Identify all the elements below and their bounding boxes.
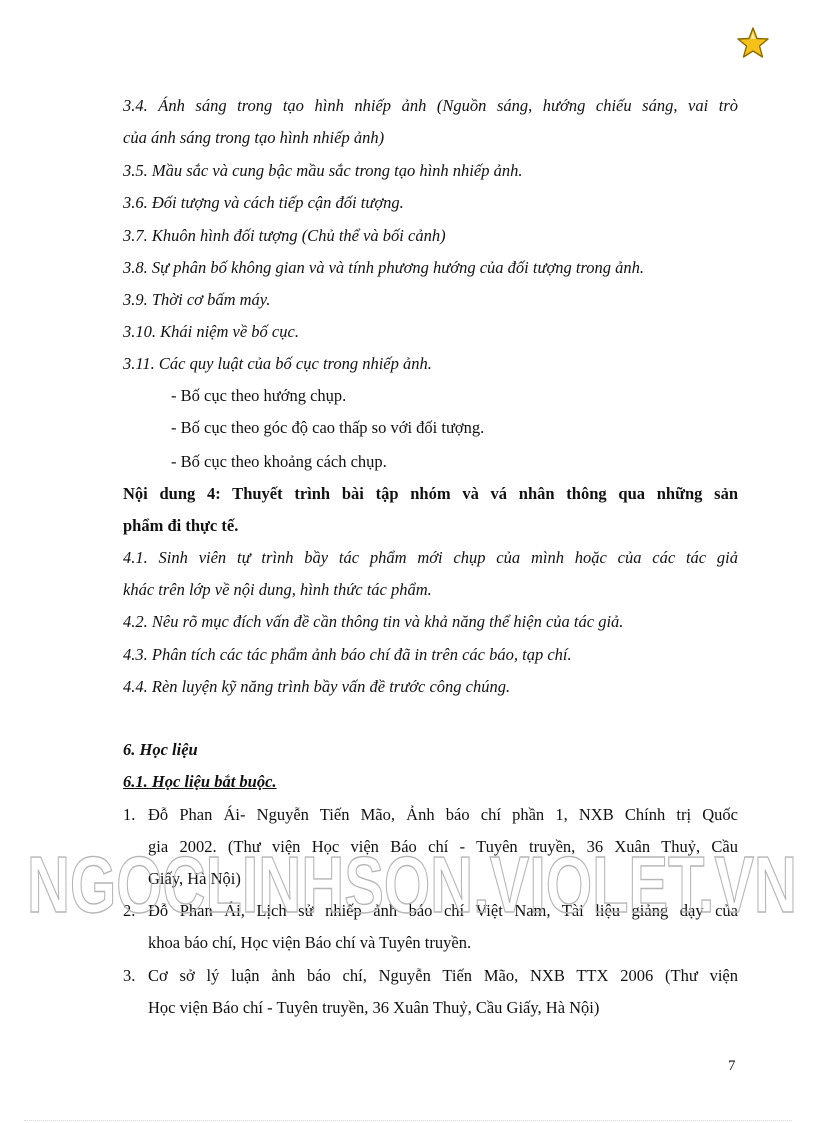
watermark-text: NGOCLINHSON.VIOLET.VN [27,840,797,922]
item-3-4-line-2: của ánh sáng trong tạo hình nhiếp ảnh) [123,128,385,147]
item-3-10: 3.10. Khái niệm về bố cục. [123,322,299,341]
page-number: 7 [728,1058,736,1074]
bullet-goc-do: - Bố cục theo góc độ cao thấp so với đối tượng. [171,418,485,437]
reference-3-line-2: Học viện Báo chí - Tuyên truyền, 36 Xuân Thuỷ, Cầu Giấy, Hà Nội) [148,998,600,1017]
reference-number: 2. [123,901,136,920]
item-3-6: 3.6. Đối tượng và cách tiếp cận đối tượng. [123,193,404,212]
page-bottom-rule [24,1120,792,1121]
item-4-4: 4.4. Rèn luyện kỹ năng trình bầy vấn đề trước công chúng. [123,677,511,696]
reference-1-line-3: Giấy, Hà Nội) [148,869,241,888]
bullet-huong-chup: - Bố cục theo hướng chụp. [171,386,347,405]
section-6-1-subtitle: 6.1. Học liệu bắt buộc. [123,772,277,791]
item-3-9: 3.9. Thời cơ bấm máy. [123,290,271,309]
section-4-heading: Nội dung 4: Thuyết trình bài tập nhóm và vá nhân thông qua những sản [123,484,738,503]
reference-3-line-1: Cơ sở lý luận ảnh báo chí, Nguyễn Tiến Mão, NXB TTX 2006 (Thư viện [148,966,738,985]
section-6-title: 6. Học liệu [123,740,198,759]
watermark [22,832,802,922]
star-icon [736,26,770,60]
item-3-5: 3.5. Mầu sắc và cung bậc mầu sắc trong tạo hình nhiếp ảnh. [123,161,523,180]
item-4-3: 4.3. Phân tích các tác phẩm ảnh báo chí đã in trên các báo, tạp chí. [123,645,572,664]
item-4-2: 4.2. Nêu rõ mục đích vấn đề cần thông tin và khả năng thể hiện của tác giả. [123,612,624,631]
section-4-heading-line-2: phẩm đi thực tế. [123,516,239,535]
reference-1-line-1: Đỗ Phan Ái- Nguyễn Tiến Mão, Ảnh báo chí phần 1, NXB Chính trị Quốc [148,805,738,824]
item-4-1-line-2: khác trên lớp về nội dung, hình thức tác phẩm. [123,580,432,599]
item-4-1-line-1: 4.1. Sinh viên tự trình bầy tác phẩm mới chụp của mình hoặc của các tác giả [123,548,738,567]
reference-2-line-2: khoa báo chí, Học viện Báo chí và Tuyên truyền. [148,933,472,952]
reference-2-line-1: Đỗ Phan Ái, Lịch sử nhiếp ảnh báo chí Việt Nam, Tài liệu giảng dạy của [148,901,738,920]
item-3-8: 3.8. Sự phân bố không gian và và tính phương hướng của đối tượng trong ảnh. [123,258,645,277]
item-3-4-line-1: 3.4. Ánh sáng trong tạo hình nhiếp ảnh (Nguồn sáng, hướng chiếu sáng, vai trò [123,96,738,115]
item-3-7: 3.7. Khuôn hình đối tượng (Chủ thể và bối cảnh) [123,226,446,245]
reference-number: 3. [123,966,136,985]
reference-number: 1. [123,805,136,824]
item-3-11: 3.11. Các quy luật của bố cục trong nhiếp ảnh. [123,354,432,373]
reference-1-line-2: gia 2002. (Thư viện Học viện Báo chí - Tuyên truyền, 36 Xuân Thuỷ, Cầu [148,837,738,856]
bullet-khoang-cach: - Bố cục theo khoảng cách chụp. [171,452,387,471]
